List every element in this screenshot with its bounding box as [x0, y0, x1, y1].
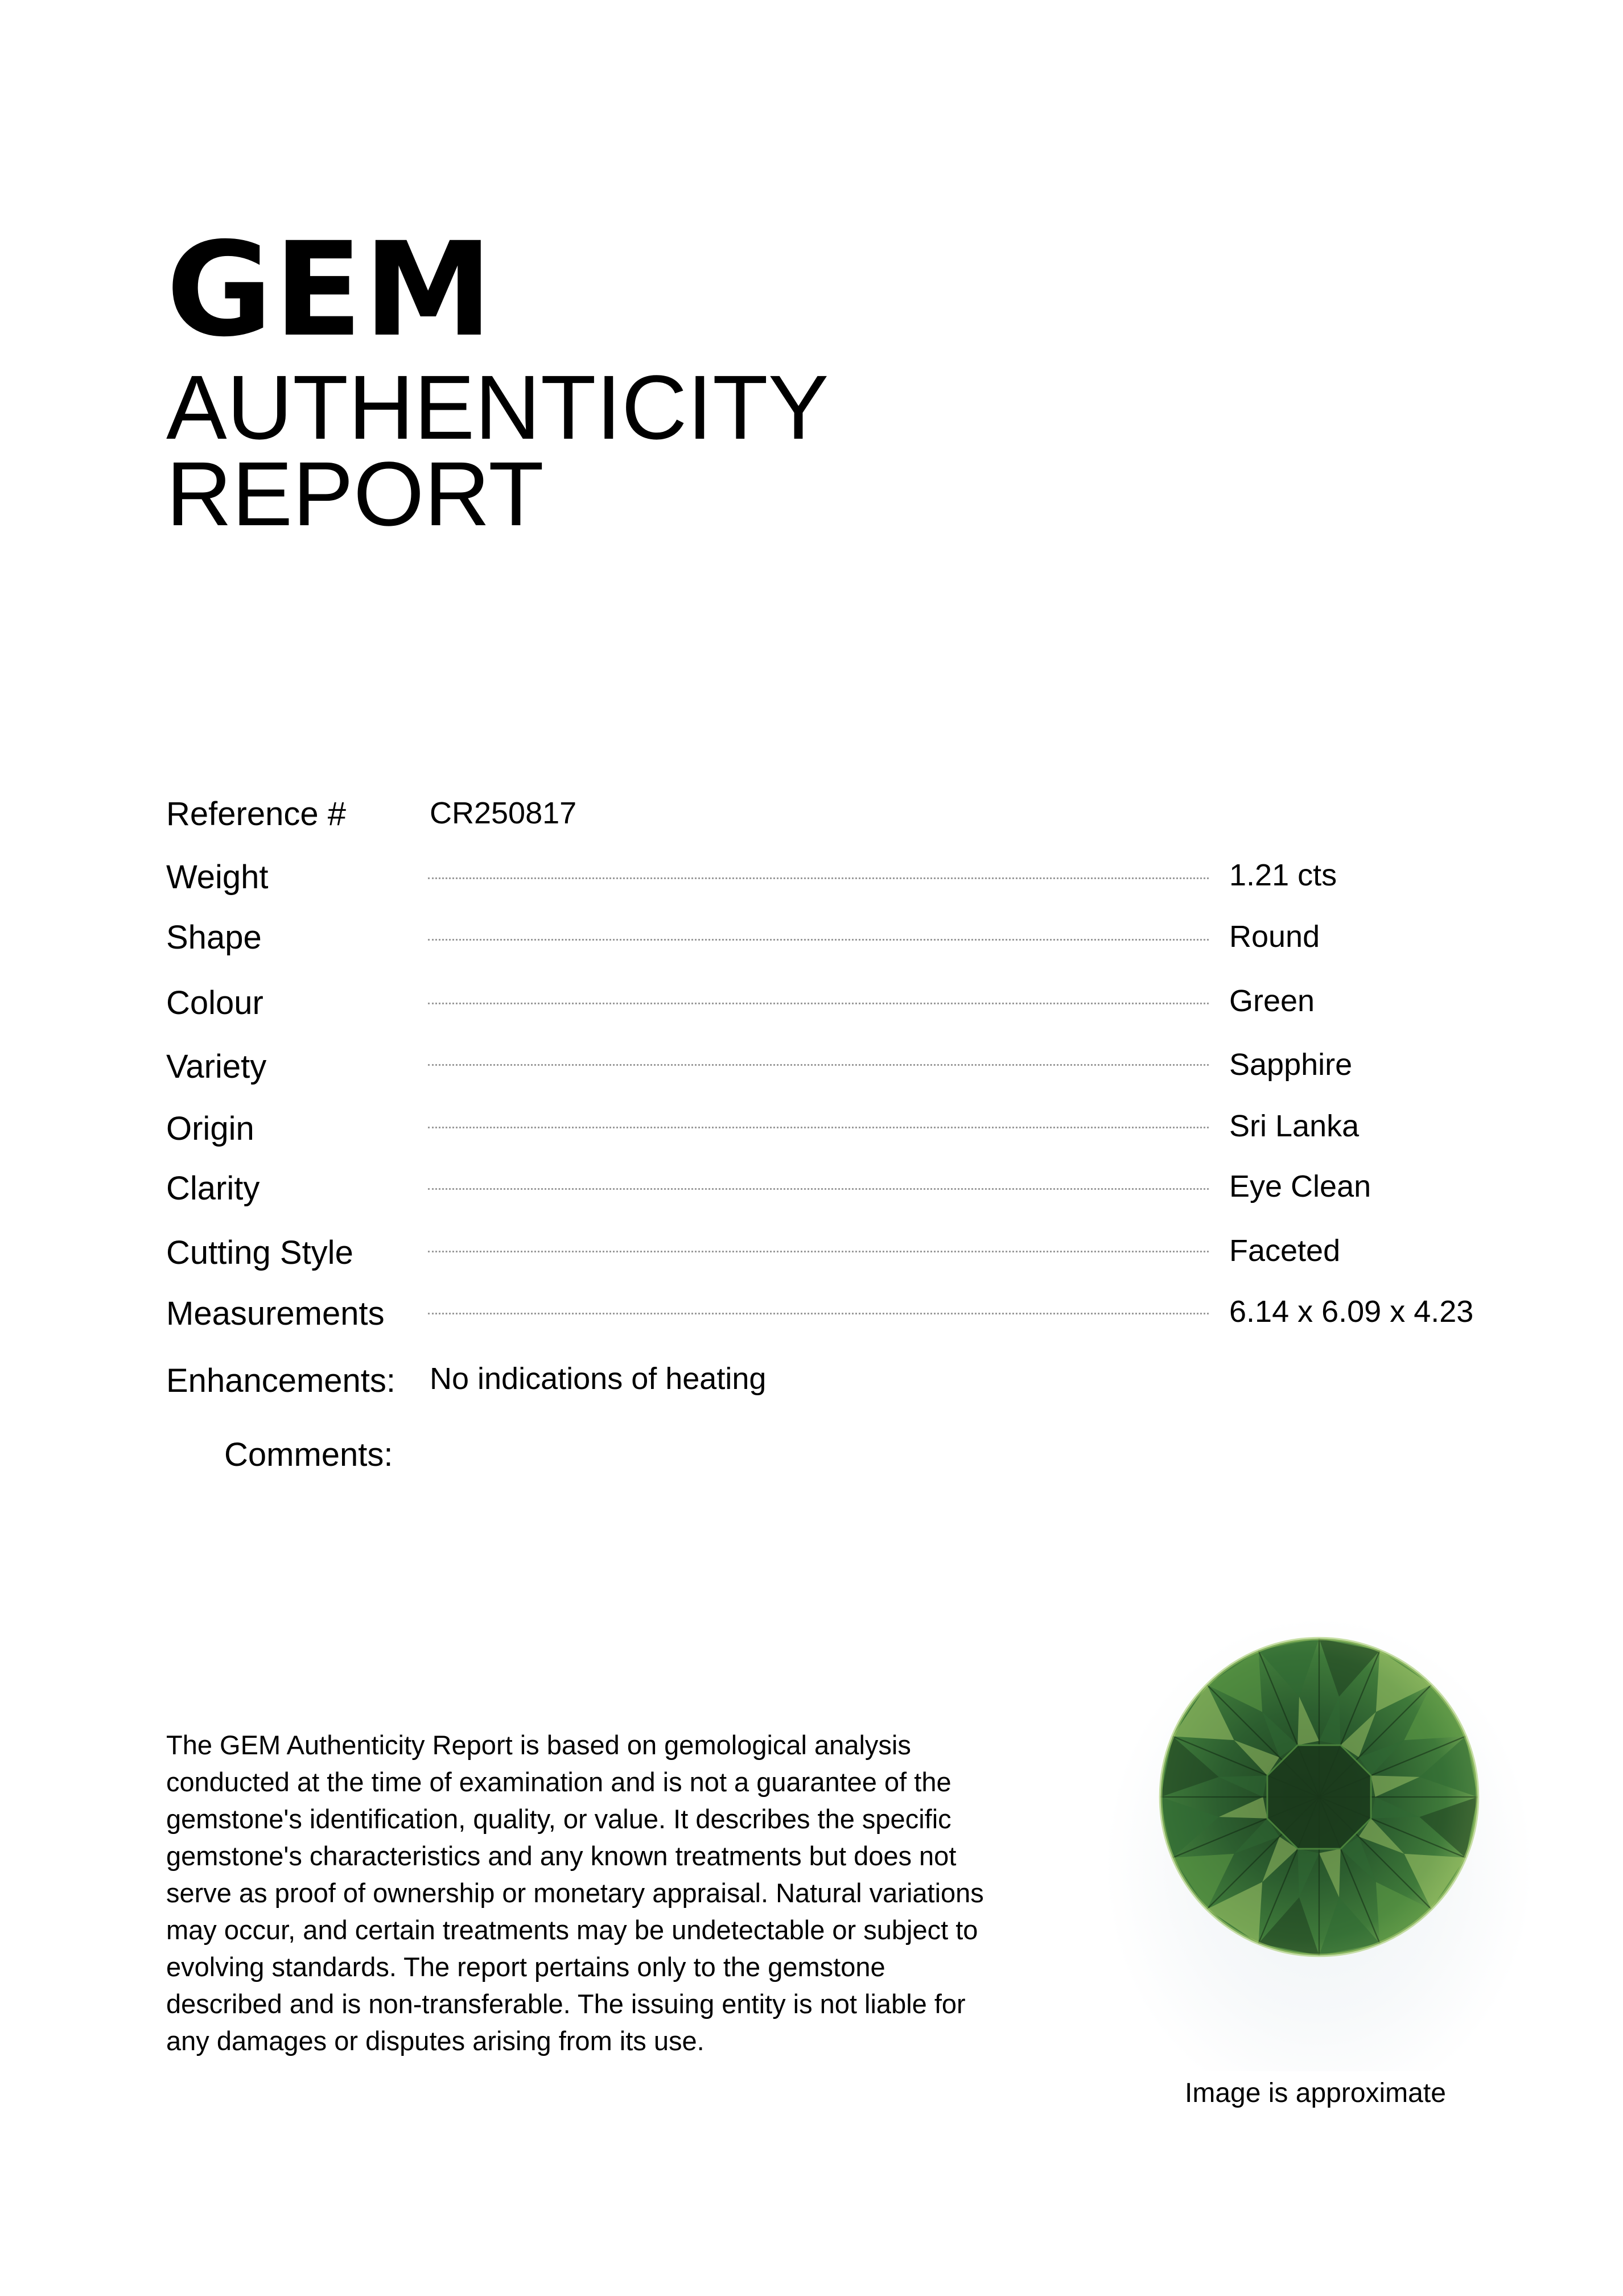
reference-value: CR250817 — [430, 796, 577, 830]
cutting-style-label: Cutting Style — [166, 1234, 353, 1271]
comments-label: Comments: — [224, 1436, 393, 1473]
colour-value: Green — [1229, 984, 1315, 1018]
gemstone-image — [1074, 1582, 1564, 2108]
report-subtitle — [166, 356, 829, 545]
origin-label: Origin — [166, 1110, 254, 1147]
clarity-label: Clarity — [166, 1170, 260, 1207]
shape-value: Round — [1229, 920, 1320, 954]
subtitle-line-1: AUTHENTICITY — [166, 356, 829, 458]
shape-label: Shape — [166, 919, 262, 956]
measurements-leader-line — [428, 1313, 1209, 1314]
origin-leader-line — [428, 1127, 1209, 1128]
cutting-style-leader-line — [428, 1251, 1209, 1252]
weight-label: Weight — [166, 859, 269, 896]
image-caption: Image is approximate — [1185, 2078, 1446, 2108]
weight-leader-line — [428, 877, 1209, 879]
variety-leader-line — [428, 1064, 1209, 1066]
cutting-style-value: Faceted — [1229, 1234, 1341, 1268]
shape-leader-line — [428, 939, 1209, 941]
clarity-leader-line — [428, 1188, 1209, 1190]
clarity-value: Eye Clean — [1229, 1169, 1371, 1203]
colour-leader-line — [428, 1003, 1209, 1004]
weight-value: 1.21 cts — [1229, 858, 1337, 892]
table-facet — [1267, 1745, 1371, 1849]
enhancements-label: Enhancements: — [166, 1362, 396, 1399]
variety-label: Variety — [166, 1048, 267, 1085]
colour-label: Colour — [166, 984, 263, 1021]
subtitle-line-2: REPORT — [166, 443, 544, 545]
origin-value: Sri Lanka — [1229, 1109, 1360, 1143]
measurements-label: Measurements — [166, 1295, 385, 1332]
disclaimer-text: The GEM Authenticity Report is based on gemological analysis conducted at the time of examination and is not a guarantee of the gemstone's identification, quality, or value. It describes the specific gemstone's characteristics and any known treatments but does not serve as proof of ownership or monetary appraisal. Natural variations may occur, and certain treatments may be undetectable or subject to evolving standards. The report pertains only to the gemstone described and is non-transferable. The issuing entity is not liable for any damages or disputes arising from its use. — [166, 1730, 984, 2056]
variety-value: Sapphire — [1229, 1048, 1353, 1082]
measurements-value: 6.14 x 6.09 x 4.23 — [1229, 1295, 1474, 1329]
enhancements-value: No indications of heating — [430, 1362, 767, 1396]
reference-label: Reference # — [166, 795, 346, 832]
report-title: GEM — [166, 214, 494, 365]
faceted-green-sapphire-illustration — [1154, 1632, 1484, 1962]
